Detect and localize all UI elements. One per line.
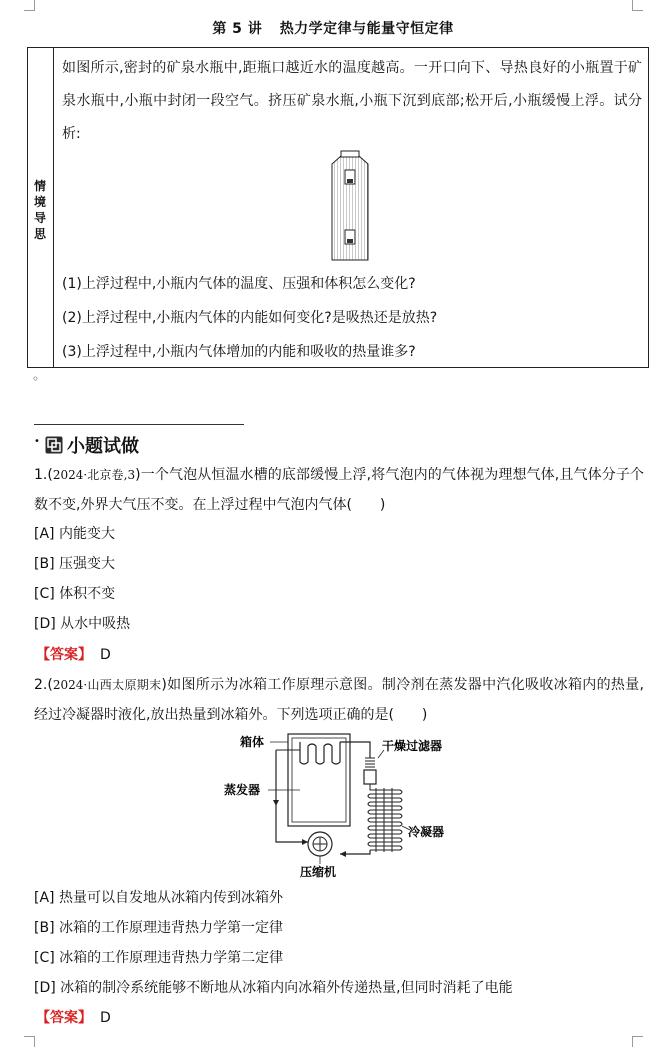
scenario-side <box>28 48 54 367</box>
problem-1-answer <box>36 645 111 665</box>
crop-mark-top-left <box>24 0 35 11</box>
fridge-diagram <box>220 730 460 880</box>
scenario-side-label: 情境导思 <box>33 179 46 241</box>
figure-label-dryer: 干燥过滤器 <box>382 739 443 753</box>
problem-1-option-a: [A] 内能变大 <box>34 526 115 542</box>
problem-1-source: 2024·北京卷,3 <box>52 468 136 482</box>
scenario-content <box>62 52 642 151</box>
problem-2-option-a: [A] 热量可以自发地从冰箱内传到冰箱外 <box>34 890 283 906</box>
section-bullet: • <box>34 436 40 447</box>
problem-2-answer <box>36 1008 111 1028</box>
practice-icon <box>45 436 63 454</box>
crop-mark-top-right <box>632 0 643 11</box>
problem-2-option-c: [C] 冰箱的工作原理违背热力学第二定律 <box>34 950 284 966</box>
lecture-title: 热力学定律与能量守恒定律 <box>279 21 454 37</box>
section-divider <box>34 424 244 425</box>
problem-2-answer-value: D <box>100 1010 111 1026</box>
problem-2-stem <box>34 670 644 730</box>
problem-2-text: )如图所示为冰箱工作原理示意图。制冷剂在蒸发器中汽化吸收冰箱内的热量,经过冷凝器时液化,放出热量到冰箱外。下列选项正确的是( ) <box>34 677 644 723</box>
scenario-question-2: (2)上浮过程中,小瓶内气体的内能如何变化?是吸热还是放热? <box>62 310 438 326</box>
problem-1-option-b: [B] 压强变大 <box>34 556 115 572</box>
problem-1-option-d: [D] 从水中吸热 <box>34 616 131 632</box>
problem-1-text: )一个气泡从恒温水槽的底部缓慢上浮,将气泡内的气体视为理想气体,且气体分子个数不变,外界大气压不变。在上浮过程中气泡内气体( ) <box>34 467 644 513</box>
scenario-box <box>27 47 649 368</box>
figure-label-box: 箱体 <box>240 735 265 749</box>
page-title <box>0 18 666 38</box>
problem-2-number: 2.( <box>34 677 53 693</box>
crop-mark-bottom-right <box>632 1036 643 1047</box>
problem-2-source: 2024·山西太原期末 <box>52 678 162 692</box>
figure-label-condenser: 冷凝器 <box>408 825 445 839</box>
figure-label-evaporator: 蒸发器 <box>224 783 261 797</box>
section-title: 小题试做 <box>67 436 139 457</box>
problem-1-option-c: [C] 体积不变 <box>34 586 116 602</box>
problem-1-number: 1.( <box>34 467 53 483</box>
paragraph-mark: ◦ <box>32 372 40 386</box>
problem-1-stem <box>34 460 644 520</box>
bottle-figure <box>328 150 372 262</box>
problem-2-option-b: [B] 冰箱的工作原理违背热力学第一定律 <box>34 920 283 936</box>
problem-2-answer-label: 【答案】 <box>36 1010 92 1026</box>
crop-mark-bottom-left <box>24 1036 35 1047</box>
figure-label-compressor: 压缩机 <box>300 865 337 879</box>
scenario-question-3: (3)上浮过程中,小瓶内气体增加的内能和吸收的热量谁多? <box>62 344 416 360</box>
scenario-question-1: (1)上浮过程中,小瓶内气体的温度、压强和体积怎么变化? <box>62 276 416 292</box>
problem-2-option-d: [D] 冰箱的制冷系统能够不断地从冰箱内向冰箱外传递热量,但同时消耗了电能 <box>34 980 513 996</box>
problem-1-answer-label: 【答案】 <box>36 647 92 663</box>
problem-1-answer-value: D <box>100 647 111 663</box>
lecture-number: 第 5 讲 <box>212 21 263 37</box>
scenario-intro: 如图所示,密封的矿泉水瓶中,距瓶口越近水的温度越高。一开口向下、导热良好的小瓶置于矿泉水瓶中,小瓶中封闭一段空气。挤压矿泉水瓶,小瓶下沉到底部;松开后,小瓶缓慢上浮。试分析: <box>62 60 642 142</box>
section-header <box>45 432 139 458</box>
